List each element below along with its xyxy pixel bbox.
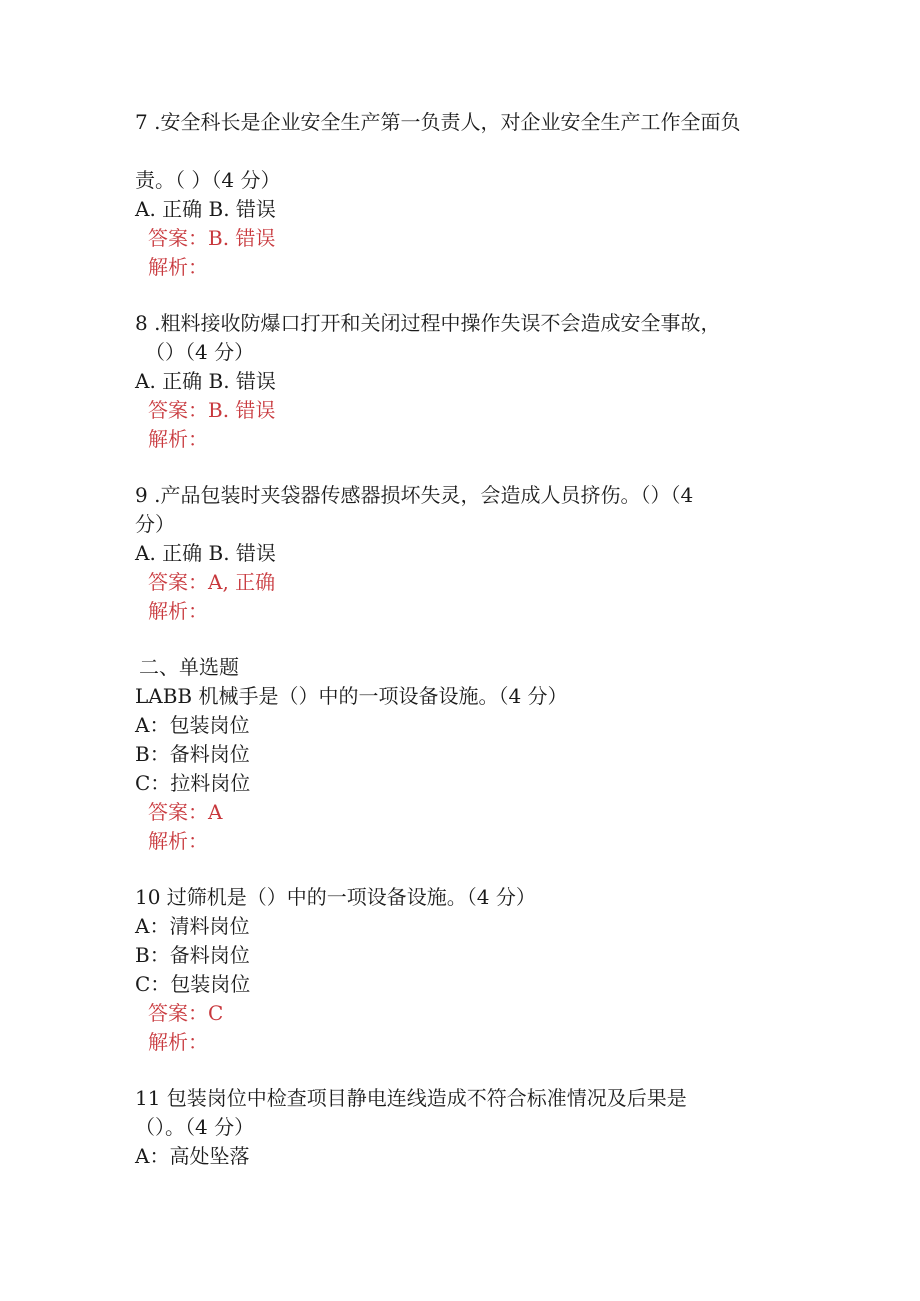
question-9-options: A. 正确 B. 错误 (135, 541, 276, 565)
question-7-stem-line1: 7 .安全科长是企业安全生产第一负责人，对企业安全生产工作全面负 (135, 110, 741, 134)
question-7-explanation: 解析： (148, 255, 208, 279)
spacer (135, 856, 795, 883)
question-10-explanation: 解析： (148, 1030, 208, 1054)
question-11-option-a: A：高处坠落 (135, 1144, 250, 1168)
question-labb-answer: 答案：A (148, 800, 223, 824)
question-8-answer: 答案：B. 错误 (148, 398, 276, 422)
document-page (135, 108, 795, 1171)
question-10-stem: 10 过筛机是（）中的一项设备设施。（4 分） (135, 885, 536, 909)
question-10-answer: 答案：C (148, 1001, 224, 1025)
section-title-single-choice: 二、单选题 (139, 655, 239, 679)
question-8-options: A. 正确 B. 错误 (135, 369, 276, 393)
question-labb-stem: LABB 机械手是（）中的一项设备设施。（4 分） (135, 684, 568, 708)
question-10-option-b: B：备料岗位 (135, 943, 250, 967)
question-8-stem-line2: （）（4 分） (145, 340, 255, 364)
question-9-stem-line2: 分） (135, 512, 175, 536)
question-11-stem-line2: （）。（4 分） (135, 1115, 255, 1139)
spacer (135, 282, 795, 309)
question-11-stem-line1: 11 包装岗位中检查项目静电连线造成不符合标准情况及后果是 (135, 1086, 687, 1110)
question-labb (135, 682, 795, 856)
question-7 (135, 108, 795, 282)
spacer (135, 454, 795, 481)
spacer (135, 1057, 795, 1084)
question-labb-explanation: 解析： (148, 829, 208, 853)
question-7-answer: 答案：B. 错误 (148, 226, 276, 250)
question-10-option-c: C：包装岗位 (135, 972, 251, 996)
question-7-options: A. 正确 B. 错误 (135, 197, 276, 221)
question-9-answer: 答案：A, 正确 (148, 570, 276, 594)
spacer (135, 626, 795, 653)
question-11 (135, 1084, 795, 1171)
question-8-stem-line1: 8 .粗料接收防爆口打开和关闭过程中操作失误不会造成安全事故， (135, 311, 721, 335)
question-8-explanation: 解析： (148, 427, 208, 451)
question-9 (135, 481, 795, 626)
question-labb-option-b: B：备料岗位 (135, 742, 250, 766)
question-labb-option-c: C：拉料岗位 (135, 771, 251, 795)
question-10-option-a: A：清料岗位 (135, 914, 250, 938)
question-9-stem-line1: 9 .产品包装时夹袋器传感器损坏失灵，会造成人员挤伤。（）（4 (135, 483, 694, 507)
question-10 (135, 883, 795, 1057)
question-7-stem-line2: 责。（ ）（4 分） (135, 168, 281, 192)
question-8 (135, 309, 795, 454)
question-9-explanation: 解析： (148, 599, 208, 623)
question-labb-option-a: A：包装岗位 (135, 713, 250, 737)
